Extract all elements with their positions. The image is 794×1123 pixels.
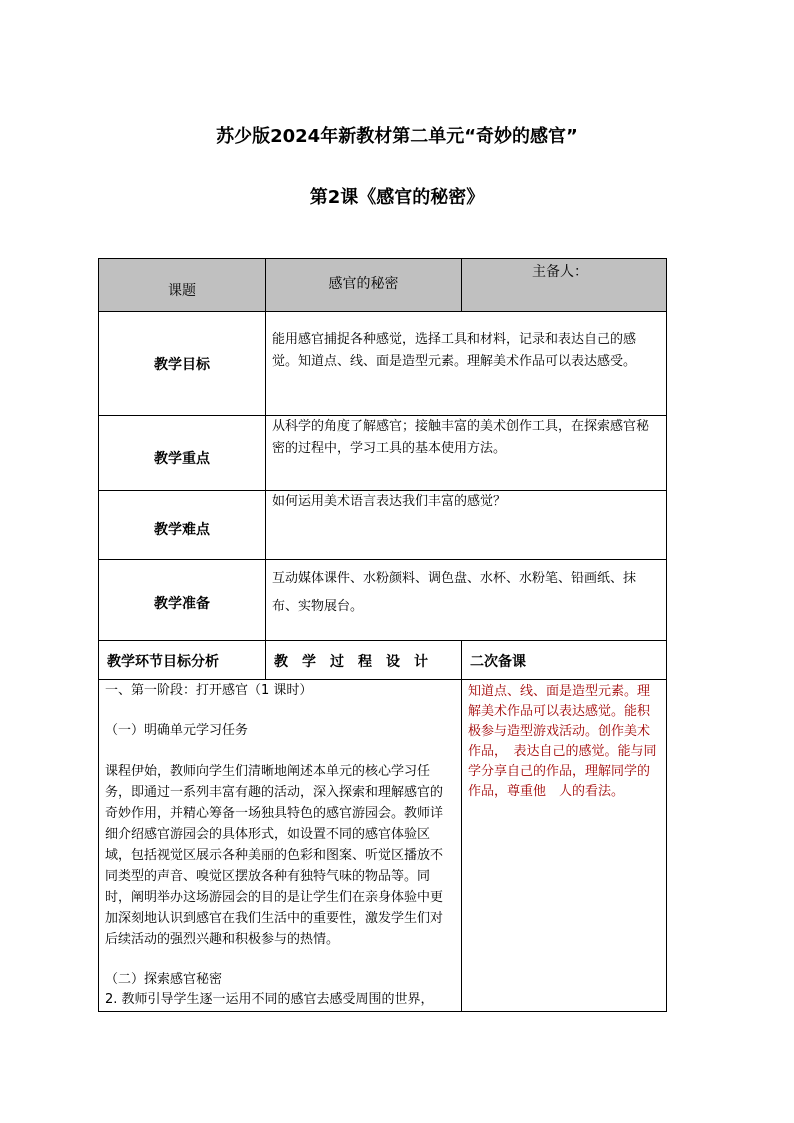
- difficulty-text: 如何运用美术语言表达我们丰富的感觉？: [272, 494, 507, 509]
- goals-label: 教学目标: [154, 356, 210, 373]
- process-line: 一、第一阶段：打开感官（1 课时）: [105, 683, 313, 698]
- difficulty-text-cell: [265, 490, 667, 560]
- process-line: （二）探索感官秘密: [105, 972, 223, 987]
- process-cell: [98, 679, 462, 1012]
- prep-label: 教学准备: [154, 596, 210, 612]
- preparer-label: 主备人：: [532, 264, 588, 280]
- process-line: 2. 教师引导学生逐一运用不同的感官去感受周围的世界，: [105, 992, 434, 1007]
- topic-value-cell: [265, 258, 462, 312]
- process-line: [105, 741, 455, 761]
- key-label: 教学重点: [154, 451, 210, 467]
- second-prep-text: 知道点、线、面是造型元素。理解美术作品可以表达感觉。能积极参与造型游戏活动。创作美术作品， 表达自己的感觉。能与同学分享自己的作品，理解同学的作品，尊重他 人的看法。: [468, 684, 657, 799]
- key-label-cell: [98, 415, 266, 491]
- topic-label-cell: [98, 258, 266, 312]
- prep-text: 互动媒体课件、水粉颜料、调色盘、水杯、水粉笔、铅画纸、抹布、实物展台。: [272, 571, 637, 614]
- key-text: 从科学的角度了解感官；接触丰富的美术创作工具，在探索感官秘密的过程中，学习工具的基本使用方法。: [272, 419, 650, 456]
- col1-header: 教学环节目标分析: [107, 654, 219, 670]
- process-line: [105, 950, 455, 970]
- preparer-cell: [461, 258, 667, 312]
- prep-label-cell: [98, 559, 266, 641]
- process-line: （一）明确单元学习任务: [105, 723, 249, 738]
- col1-header-cell: [98, 640, 266, 680]
- second-prep-cell: [461, 679, 667, 1012]
- topic-value: 感官的秘密: [328, 276, 399, 292]
- lesson-title: 第2课《感官的秘密》: [309, 187, 485, 208]
- document-title: 苏少版2024年新教材第二单元“奇妙的感官”: [216, 126, 578, 147]
- goals-text: 能用感官捕捉各种感觉，选择工具和材料，记录和表达自己的感觉。知道点、线、面是造型元素。理解美术作品可以表达感受。: [272, 332, 637, 369]
- difficulty-label: 教学难点: [154, 522, 210, 538]
- topic-label: 课题: [168, 283, 196, 299]
- process-line: [105, 701, 455, 721]
- goals-text-cell: [265, 311, 667, 416]
- key-text-cell: [265, 415, 667, 491]
- goals-label-cell: [98, 311, 266, 416]
- col3-header-cell: [461, 640, 667, 680]
- difficulty-label-cell: [98, 490, 266, 560]
- prep-text-cell: [265, 559, 667, 641]
- col2-header: 教 学 过 程 设 计: [274, 654, 428, 670]
- col3-header: 二次备课: [470, 654, 526, 670]
- col2-header-cell: [265, 640, 462, 680]
- process-line: 课程伊始，教师向学生们清晰地阐述本单元的核心学习任务，即通过一系列丰富有趣的活动，深入探索和理解感官的奇妙作用，并精心筹备一场独具特色的感官游园会。教师详细介绍感官游园会的具体形式，如设置不同的感官体验区域，包括视觉区展示各种美丽的色彩和图案、听觉区播放不同类型的声音、嗅觉区摆放各种有独特气味的物品等。同时，阐明举办这场游园会的目的是让学生们在亲身体验中更加深刻地认识到感官在我们生活中的重要性，激发学生们对后续活动的强烈兴趣和积极参与的热情。: [105, 764, 444, 947]
